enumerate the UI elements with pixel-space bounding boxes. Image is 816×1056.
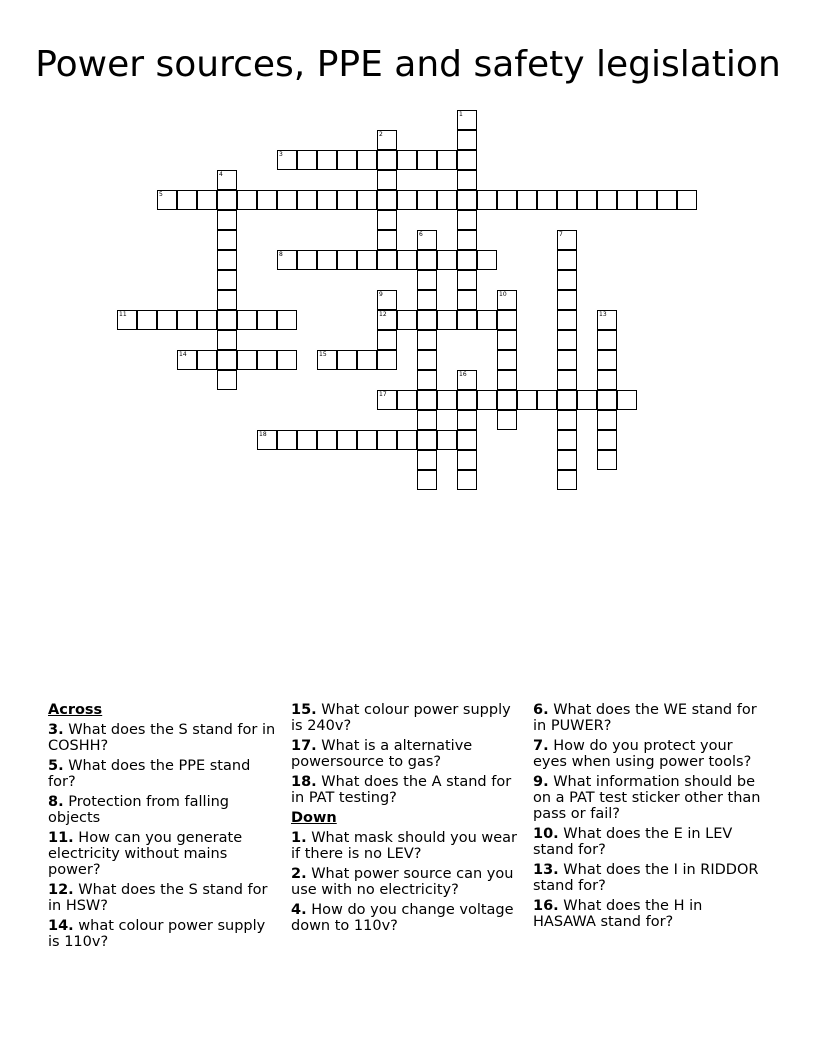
clue-column-1 <box>48 702 276 954</box>
across-clue: 8. Protection from falling objects <box>48 794 230 826</box>
grid-cell[interactable] <box>437 310 457 330</box>
grid-cell[interactable] <box>497 370 517 390</box>
grid-cell[interactable] <box>497 310 517 330</box>
grid-cell[interactable] <box>277 350 297 370</box>
grid-cell[interactable] <box>477 190 497 210</box>
clue-number: 12 <box>379 311 387 318</box>
grid-cell[interactable] <box>377 350 397 370</box>
grid-cell[interactable] <box>257 430 277 450</box>
grid-cell[interactable] <box>337 150 357 170</box>
clue-number: 6 <box>419 231 423 238</box>
grid-cell[interactable] <box>337 190 357 210</box>
grid-cell[interactable] <box>397 390 417 410</box>
grid-cell[interactable] <box>457 190 477 210</box>
grid-cell[interactable] <box>277 190 297 210</box>
grid-cell[interactable] <box>517 390 537 410</box>
grid-cell[interactable] <box>537 390 557 410</box>
grid-cell[interactable] <box>157 190 177 210</box>
grid-cell[interactable] <box>297 190 317 210</box>
clue-number: 4 <box>219 171 223 178</box>
grid-cell[interactable] <box>357 150 377 170</box>
grid-cell[interactable] <box>557 350 577 370</box>
grid-cell[interactable] <box>297 430 317 450</box>
grid-cell[interactable] <box>377 170 397 190</box>
down-clue: 13. What does the I in RIDDOR stand for? <box>533 862 759 894</box>
grid-cell[interactable] <box>277 310 297 330</box>
grid-cell[interactable] <box>457 250 477 270</box>
page-title: Power sources, PPE and safety legislation <box>35 44 781 85</box>
grid-cell[interactable] <box>557 390 577 410</box>
grid-cell[interactable] <box>617 190 637 210</box>
grid-cell[interactable] <box>637 190 657 210</box>
grid-cell[interactable] <box>437 190 457 210</box>
grid-cell[interactable] <box>377 150 397 170</box>
grid-cell[interactable] <box>457 150 477 170</box>
grid-cell[interactable] <box>497 350 517 370</box>
grid-cell[interactable] <box>317 430 337 450</box>
grid-cell[interactable] <box>157 310 177 330</box>
down-clue: 16. What does the H in HASAWA stand for? <box>533 898 703 930</box>
down-clue: 2. What power source can you use with no electricity? <box>291 866 514 898</box>
down-clue: 6. What does the WE stand for in PUWER? <box>533 702 757 734</box>
grid-cell[interactable] <box>557 410 577 430</box>
grid-cell[interactable] <box>257 310 277 330</box>
clue-number: 1 <box>459 111 463 118</box>
down-clue: 4. How do you change voltage down to 110v? <box>291 902 514 934</box>
across-clue: 18. What does the A stand for in PAT testing? <box>291 774 512 806</box>
grid-cell[interactable] <box>217 270 237 290</box>
grid-cell[interactable] <box>377 330 397 350</box>
clue-number: 18 <box>259 431 267 438</box>
grid-cell[interactable] <box>377 390 397 410</box>
grid-cell[interactable] <box>557 190 577 210</box>
grid-cell[interactable] <box>297 250 317 270</box>
across-clue: 11. How can you generate electricity without mains power? <box>48 830 243 878</box>
grid-cell[interactable] <box>417 270 437 290</box>
grid-cell[interactable] <box>457 290 477 310</box>
grid-cell[interactable] <box>377 230 397 250</box>
grid-cell[interactable] <box>217 330 237 350</box>
grid-cell[interactable] <box>177 190 197 210</box>
grid-cell[interactable] <box>497 330 517 350</box>
grid-cell[interactable] <box>397 190 417 210</box>
grid-cell[interactable] <box>597 350 617 370</box>
grid-cell[interactable] <box>417 150 437 170</box>
grid-cell[interactable] <box>437 250 457 270</box>
grid-cell[interactable] <box>457 210 477 230</box>
grid-cell[interactable] <box>417 430 437 450</box>
across-clue: 3. What does the S stand for in COSHH? <box>48 722 276 754</box>
grid-cell[interactable] <box>457 170 477 190</box>
across-heading: Across <box>48 702 103 718</box>
grid-cell[interactable] <box>477 250 497 270</box>
grid-cell[interactable] <box>457 130 477 150</box>
grid-cell[interactable] <box>417 330 437 350</box>
grid-cell[interactable] <box>457 390 477 410</box>
grid-cell[interactable] <box>277 150 297 170</box>
grid-cell[interactable] <box>217 170 237 190</box>
grid-cell[interactable] <box>197 310 217 330</box>
grid-cell[interactable] <box>437 430 457 450</box>
grid-cell[interactable] <box>397 150 417 170</box>
grid-cell[interactable] <box>317 190 337 210</box>
grid-cell[interactable] <box>577 190 597 210</box>
grid-cell[interactable] <box>277 250 297 270</box>
grid-cell[interactable] <box>377 210 397 230</box>
grid-cell[interactable] <box>397 430 417 450</box>
grid-cell[interactable] <box>317 250 337 270</box>
grid-cell[interactable] <box>237 190 257 210</box>
grid-cell[interactable] <box>217 370 237 390</box>
across-clue: 17. What is a alternative powersource to gas? <box>291 738 473 770</box>
grid-cell[interactable] <box>417 310 437 330</box>
grid-cell[interactable] <box>597 190 617 210</box>
grid-cell[interactable] <box>377 290 397 310</box>
across-clue: 15. What colour power supply is 240v? <box>291 702 511 734</box>
across-clue: 14. what colour power supply is 110v? <box>48 918 266 950</box>
down-clue: 7. How do you protect your eyes when using power tools? <box>533 738 752 770</box>
grid-cell[interactable] <box>437 150 457 170</box>
down-heading: Down <box>291 810 337 826</box>
grid-cell[interactable] <box>417 250 437 270</box>
grid-cell[interactable] <box>377 250 397 270</box>
grid-cell[interactable] <box>597 410 617 430</box>
grid-cell[interactable] <box>597 330 617 350</box>
grid-cell[interactable] <box>437 390 457 410</box>
grid-cell[interactable] <box>137 310 157 330</box>
grid-cell[interactable] <box>497 410 517 430</box>
grid-cell[interactable] <box>497 290 517 310</box>
across-clue: 5. What does the PPE stand for? <box>48 758 251 790</box>
grid-cell[interactable] <box>597 390 617 410</box>
down-clue: 1. What mask should you wear if there is no LEV? <box>291 830 518 862</box>
grid-cell[interactable] <box>217 250 237 270</box>
grid-cell[interactable] <box>257 350 277 370</box>
grid-cell[interactable] <box>457 410 477 430</box>
grid-cell[interactable] <box>217 310 237 330</box>
grid-cell[interactable] <box>217 350 237 370</box>
grid-cell[interactable] <box>357 430 377 450</box>
grid-cell[interactable] <box>337 350 357 370</box>
grid-cell[interactable] <box>217 290 237 310</box>
grid-cell[interactable] <box>457 470 477 490</box>
grid-cell[interactable] <box>417 350 437 370</box>
grid-cell[interactable] <box>557 290 577 310</box>
down-clue: 10. What does the E in LEV stand for? <box>533 826 733 858</box>
grid-cell[interactable] <box>597 310 617 330</box>
grid-cell[interactable] <box>377 310 397 330</box>
grid-cell[interactable] <box>677 190 697 210</box>
clue-number: 11 <box>119 311 127 318</box>
grid-cell[interactable] <box>657 190 677 210</box>
grid-cell[interactable] <box>457 310 477 330</box>
clue-column-2 <box>291 702 519 938</box>
grid-cell[interactable] <box>377 190 397 210</box>
grid-cell[interactable] <box>557 310 577 330</box>
grid-cell[interactable] <box>197 350 217 370</box>
grid-cell[interactable] <box>497 190 517 210</box>
grid-cell[interactable] <box>557 370 577 390</box>
grid-cell[interactable] <box>557 250 577 270</box>
grid-cell[interactable] <box>357 350 377 370</box>
grid-cell[interactable] <box>357 250 377 270</box>
grid-cell[interactable] <box>217 210 237 230</box>
grid-cell[interactable] <box>597 430 617 450</box>
grid-cell[interactable] <box>457 430 477 450</box>
grid-cell[interactable] <box>417 370 437 390</box>
clue-number: 9 <box>379 291 383 298</box>
grid-cell[interactable] <box>357 190 377 210</box>
grid-cell[interactable] <box>237 310 257 330</box>
clue-number: 8 <box>279 251 283 258</box>
grid-cell[interactable] <box>177 350 197 370</box>
grid-cell[interactable] <box>417 390 437 410</box>
grid-cell[interactable] <box>237 350 257 370</box>
crossword-grid[interactable] <box>0 0 816 520</box>
grid-cell[interactable] <box>517 190 537 210</box>
grid-cell[interactable] <box>317 350 337 370</box>
grid-cell[interactable] <box>197 190 217 210</box>
grid-cell[interactable] <box>417 230 437 250</box>
grid-cell[interactable] <box>297 150 317 170</box>
clue-number: 10 <box>499 291 507 298</box>
clue-number: 3 <box>279 151 283 158</box>
clue-number: 14 <box>179 351 187 358</box>
grid-cell[interactable] <box>117 310 137 330</box>
grid-cell[interactable] <box>477 310 497 330</box>
grid-cell[interactable] <box>557 450 577 470</box>
clue-number: 15 <box>319 351 327 358</box>
clue-column-3 <box>533 702 761 934</box>
clue-number: 7 <box>559 231 563 238</box>
grid-cell[interactable] <box>597 450 617 470</box>
clue-number: 5 <box>159 191 163 198</box>
grid-cell[interactable] <box>557 470 577 490</box>
grid-cell[interactable] <box>317 150 337 170</box>
grid-cell[interactable] <box>417 450 437 470</box>
grid-cell[interactable] <box>417 290 437 310</box>
grid-cell[interactable] <box>417 410 437 430</box>
grid-cell[interactable] <box>457 450 477 470</box>
clue-number: 13 <box>599 311 607 318</box>
grid-cell[interactable] <box>277 430 297 450</box>
grid-cell[interactable] <box>377 130 397 150</box>
clue-number: 16 <box>459 371 467 378</box>
grid-cell[interactable] <box>457 370 477 390</box>
grid-cell[interactable] <box>597 370 617 390</box>
grid-cell[interactable] <box>557 230 577 250</box>
grid-cell[interactable] <box>557 430 577 450</box>
grid-cell[interactable] <box>497 390 517 410</box>
grid-cell[interactable] <box>397 250 417 270</box>
down-clue: 9. What information should be on a PAT test sticker other than pass or fail? <box>533 774 761 822</box>
grid-cell[interactable] <box>257 190 277 210</box>
grid-cell[interactable] <box>417 190 437 210</box>
grid-cell[interactable] <box>557 330 577 350</box>
clue-number: 17 <box>379 391 387 398</box>
grid-cell[interactable] <box>577 390 597 410</box>
grid-cell[interactable] <box>177 310 197 330</box>
grid-cell[interactable] <box>457 230 477 250</box>
grid-cell[interactable] <box>457 110 477 130</box>
grid-cell[interactable] <box>217 190 237 210</box>
grid-cell[interactable] <box>377 430 397 450</box>
grid-cell[interactable] <box>417 470 437 490</box>
grid-cell[interactable] <box>217 230 237 250</box>
grid-cell[interactable] <box>337 250 357 270</box>
grid-cell[interactable] <box>397 310 417 330</box>
grid-cell[interactable] <box>337 430 357 450</box>
grid-cell[interactable] <box>557 270 577 290</box>
grid-cell[interactable] <box>617 390 637 410</box>
grid-cell[interactable] <box>537 190 557 210</box>
grid-cell[interactable] <box>477 390 497 410</box>
grid-cell[interactable] <box>457 270 477 290</box>
clue-number: 2 <box>379 131 383 138</box>
across-clue: 12. What does the S stand for in HSW? <box>48 882 268 914</box>
